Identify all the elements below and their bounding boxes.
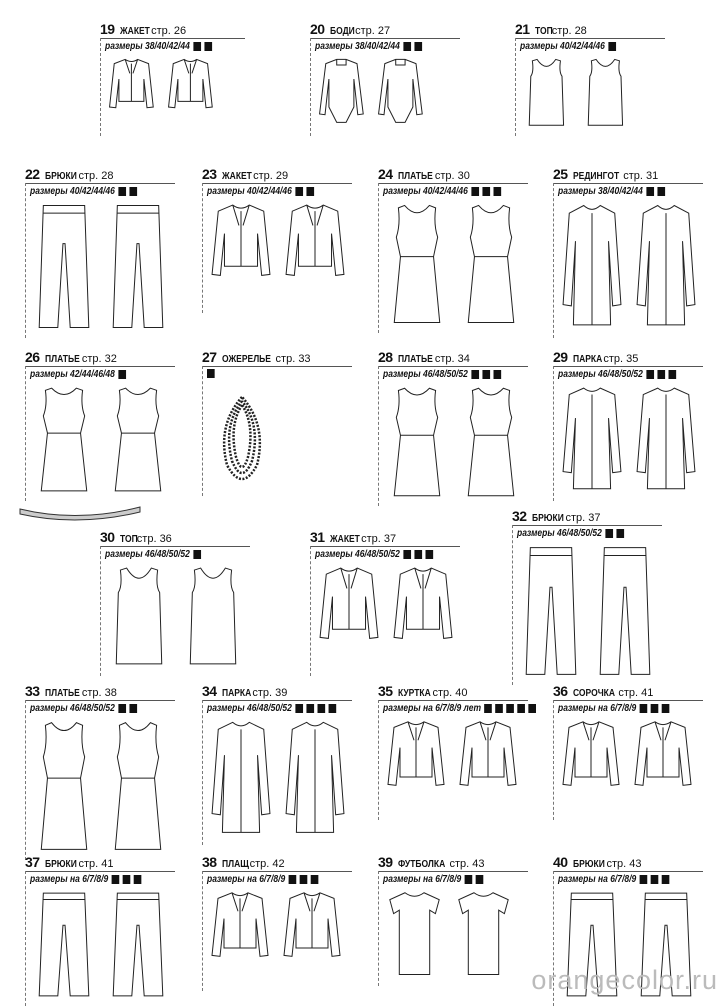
item-header bbox=[553, 167, 658, 184]
jacket-front-drawing bbox=[210, 891, 270, 983]
item-page: стр. 41 bbox=[78, 858, 114, 870]
divider bbox=[100, 38, 101, 136]
pattern-item-25 bbox=[553, 166, 659, 197]
item-name: ПАРКА bbox=[572, 354, 603, 365]
item-name: ТОП bbox=[534, 26, 553, 37]
divider bbox=[553, 700, 554, 820]
sizes-label: размеры 46/48/50/52 bbox=[315, 549, 400, 560]
item-number: 32 bbox=[512, 508, 530, 524]
divider bbox=[25, 366, 175, 367]
item-header bbox=[100, 530, 172, 547]
difficulty-square-icon bbox=[518, 704, 526, 713]
divider bbox=[553, 366, 703, 367]
difficulty-square-icon bbox=[662, 875, 670, 884]
item-page: стр. 29 bbox=[253, 170, 289, 182]
item-page: стр. 39 bbox=[252, 687, 288, 699]
difficulty-square-icon bbox=[317, 704, 325, 713]
item-number: 23 bbox=[202, 166, 220, 182]
sizes-row bbox=[558, 186, 665, 197]
item-page: стр. 42 bbox=[249, 858, 285, 870]
difficulty-square-icon bbox=[493, 370, 501, 379]
difficulty-square-icon bbox=[134, 875, 142, 884]
pattern-item-26 bbox=[25, 349, 117, 380]
divider bbox=[378, 700, 379, 820]
item-header bbox=[202, 350, 311, 367]
pattern-item-38 bbox=[202, 854, 286, 885]
sizes-label: размеры 38/40/42/44 bbox=[105, 41, 190, 52]
divider bbox=[202, 366, 352, 367]
item-header bbox=[553, 350, 638, 367]
pattern-item-33 bbox=[25, 683, 117, 714]
item-number: 26 bbox=[25, 349, 43, 365]
item-number: 40 bbox=[553, 854, 571, 870]
sizes-row bbox=[315, 549, 433, 560]
item-number: 24 bbox=[378, 166, 396, 182]
top-back-drawing bbox=[182, 566, 244, 668]
item-number: 20 bbox=[310, 21, 328, 37]
item-header bbox=[553, 684, 653, 701]
pants-back-drawing bbox=[107, 891, 169, 998]
difficulty-square-icon bbox=[414, 550, 422, 559]
item-number: 31 bbox=[310, 529, 328, 545]
difficulty-square-icon bbox=[414, 42, 422, 51]
item-name: РЕДИНГОТ bbox=[572, 171, 620, 182]
item-header bbox=[553, 855, 641, 872]
difficulty-square-icon bbox=[129, 187, 137, 196]
coat-front-drawing bbox=[561, 386, 623, 493]
pants-front-drawing bbox=[33, 203, 95, 330]
sizes-row bbox=[30, 186, 137, 197]
item-number: 35 bbox=[378, 683, 396, 699]
divider bbox=[25, 183, 26, 338]
divider bbox=[512, 525, 513, 685]
sizes-label: размеры на 6/7/8/9 bbox=[558, 874, 637, 885]
sizes-label: размеры 46/48/50/52 bbox=[558, 369, 643, 380]
item-page: стр. 28 bbox=[551, 25, 587, 37]
difficulty-square-icon bbox=[507, 704, 515, 713]
dress-front-drawing bbox=[33, 720, 95, 852]
difficulty-square-icon bbox=[495, 704, 503, 713]
sizes-row bbox=[558, 874, 669, 885]
pattern-item-21 bbox=[515, 21, 605, 52]
item-header bbox=[25, 855, 113, 872]
sizes-row bbox=[520, 41, 616, 52]
difficulty-square-icon bbox=[425, 550, 433, 559]
difficulty-square-icon bbox=[300, 875, 308, 884]
item-header bbox=[100, 22, 186, 39]
difficulty-square-icon bbox=[295, 187, 303, 196]
difficulty-square-icon bbox=[646, 187, 654, 196]
difficulty-square-icon bbox=[605, 529, 613, 538]
sizes-label: размеры 40/42/44/46 bbox=[30, 186, 115, 197]
sizes-row bbox=[207, 369, 215, 378]
pattern-item-23 bbox=[202, 166, 292, 197]
item-number: 37 bbox=[25, 854, 43, 870]
pattern-item-19 bbox=[100, 21, 190, 52]
item-page: стр. 35 bbox=[603, 353, 639, 365]
item-page: стр. 27 bbox=[355, 25, 391, 37]
sizes-row bbox=[30, 874, 141, 885]
difficulty-square-icon bbox=[403, 550, 411, 559]
difficulty-square-icon bbox=[476, 875, 484, 884]
pattern-item-27 bbox=[202, 350, 311, 367]
difficulty-square-icon bbox=[640, 704, 648, 713]
dress-back-drawing bbox=[107, 386, 169, 493]
coat-back-drawing bbox=[635, 386, 697, 493]
divider bbox=[553, 871, 703, 872]
divider bbox=[378, 700, 528, 701]
item-name: БРЮКИ bbox=[44, 171, 77, 182]
sizes-row bbox=[558, 703, 669, 714]
pattern-item-39 bbox=[378, 854, 485, 885]
difficulty-square-icon bbox=[482, 370, 490, 379]
item-page: стр. 30 bbox=[434, 170, 470, 182]
difficulty-square-icon bbox=[123, 875, 131, 884]
item-number: 30 bbox=[100, 529, 118, 545]
difficulty-square-icon bbox=[484, 704, 492, 713]
watermark: orangecolor.ru bbox=[531, 965, 718, 995]
difficulty-square-icon bbox=[482, 187, 490, 196]
difficulty-square-icon bbox=[112, 875, 120, 884]
item-page: стр. 37 bbox=[565, 512, 601, 524]
sizes-row bbox=[383, 186, 501, 197]
difficulty-square-icon bbox=[328, 704, 336, 713]
coat-back-drawing bbox=[635, 203, 697, 330]
sizes-label: размеры 46/48/50/52 bbox=[105, 549, 190, 560]
item-page: стр. 28 bbox=[78, 170, 114, 182]
sizes-row bbox=[207, 703, 336, 714]
difficulty-square-icon bbox=[529, 704, 537, 713]
divider bbox=[25, 871, 175, 872]
body-front-drawing bbox=[318, 58, 365, 128]
item-name: БОДИ bbox=[329, 26, 355, 37]
tshirt-back-drawing bbox=[455, 891, 512, 978]
divider bbox=[553, 366, 554, 501]
coat-back-drawing bbox=[284, 720, 346, 837]
item-header bbox=[512, 509, 600, 526]
dress-back-drawing bbox=[107, 720, 169, 852]
item-page: стр. 41 bbox=[618, 687, 654, 699]
jacket-front-drawing bbox=[318, 566, 380, 668]
item-name: БРЮКИ bbox=[44, 859, 77, 870]
pattern-item-35 bbox=[378, 683, 482, 714]
item-name: СОРОЧКА bbox=[572, 688, 615, 699]
sizes-label: размеры на 6/7/8/9 bbox=[558, 703, 637, 714]
divider bbox=[25, 366, 26, 501]
divider bbox=[310, 38, 311, 136]
sizes-row bbox=[383, 703, 536, 714]
tshirt-front-drawing bbox=[386, 891, 443, 978]
divider bbox=[378, 183, 379, 333]
item-header bbox=[202, 167, 288, 184]
item-header bbox=[25, 350, 117, 367]
item-number: 19 bbox=[100, 21, 118, 37]
divider bbox=[202, 700, 352, 701]
difficulty-square-icon bbox=[471, 370, 479, 379]
jacket-back-drawing bbox=[167, 58, 214, 128]
sizes-label: размеры на 6/7/8/9 bbox=[207, 874, 286, 885]
difficulty-square-icon bbox=[118, 370, 126, 379]
jacket-front-drawing bbox=[386, 720, 446, 812]
sizes-label: размеры 42/44/46/48 bbox=[30, 369, 115, 380]
divider bbox=[378, 366, 379, 506]
divider bbox=[202, 183, 203, 313]
item-number: 36 bbox=[553, 683, 571, 699]
pattern-item-34 bbox=[202, 683, 292, 714]
item-name: ОЖЕРЕЛЬЕ bbox=[221, 354, 271, 365]
divider bbox=[553, 183, 703, 184]
item-number: 22 bbox=[25, 166, 43, 182]
item-name: БРЮКИ bbox=[572, 859, 605, 870]
difficulty-square-icon bbox=[608, 42, 616, 51]
sizes-row bbox=[30, 369, 126, 380]
item-header bbox=[378, 684, 468, 701]
item-header bbox=[25, 167, 113, 184]
sizes-label: размеры 40/42/44/46 bbox=[207, 186, 292, 197]
item-number: 27 bbox=[202, 349, 220, 365]
divider bbox=[553, 700, 703, 701]
difficulty-square-icon bbox=[651, 704, 659, 713]
divider bbox=[378, 871, 379, 986]
divider bbox=[25, 183, 175, 184]
item-number: 28 bbox=[378, 349, 396, 365]
divider bbox=[202, 366, 203, 496]
item-number: 33 bbox=[25, 683, 43, 699]
item-header bbox=[378, 350, 470, 367]
divider bbox=[25, 700, 26, 860]
divider bbox=[310, 546, 311, 676]
sizes-label: размеры 40/42/44/46 bbox=[520, 41, 605, 52]
jacket-front-drawing bbox=[210, 203, 272, 305]
difficulty-square-icon bbox=[646, 370, 654, 379]
divider bbox=[100, 38, 245, 39]
difficulty-square-icon bbox=[207, 369, 215, 378]
item-header bbox=[310, 530, 396, 547]
top-back-drawing bbox=[582, 58, 629, 128]
item-page: стр. 37 bbox=[361, 533, 397, 545]
divider bbox=[378, 183, 528, 184]
sizes-label: размеры 46/48/50/52 bbox=[207, 703, 292, 714]
sizes-row bbox=[517, 528, 624, 539]
item-header bbox=[378, 855, 485, 872]
divider bbox=[25, 700, 175, 701]
pants-back-drawing bbox=[107, 203, 169, 330]
dress-front-drawing bbox=[386, 203, 448, 325]
item-header bbox=[310, 22, 390, 39]
divider bbox=[515, 38, 516, 136]
divider bbox=[512, 525, 662, 526]
necklace-drawing bbox=[217, 390, 267, 500]
item-name: ПЛАТЬЕ bbox=[44, 688, 80, 699]
difficulty-square-icon bbox=[118, 704, 126, 713]
item-page: стр. 36 bbox=[136, 533, 172, 545]
sizes-row bbox=[207, 186, 314, 197]
item-name: ПЛАТЬЕ bbox=[397, 171, 433, 182]
jacket-back-drawing bbox=[282, 891, 342, 983]
pattern-item-20 bbox=[310, 21, 400, 52]
divider bbox=[202, 700, 203, 845]
item-number: 29 bbox=[553, 349, 571, 365]
pants-front-drawing bbox=[33, 891, 95, 998]
sizes-label: размеры на 6/7/8/9 лет bbox=[383, 703, 482, 714]
item-header bbox=[515, 22, 587, 39]
pattern-item-36 bbox=[553, 683, 654, 714]
item-name: ЖАКЕТ bbox=[329, 534, 360, 545]
item-name: ПЛАЩ bbox=[221, 859, 249, 870]
top-front-drawing bbox=[523, 58, 570, 128]
divider bbox=[202, 871, 352, 872]
item-header bbox=[202, 855, 285, 872]
sizes-label: размеры 40/42/44/46 bbox=[383, 186, 468, 197]
sizes-row bbox=[207, 874, 318, 885]
dress-front-drawing bbox=[33, 386, 95, 493]
dress-front-drawing bbox=[386, 386, 448, 498]
item-page: стр. 34 bbox=[434, 353, 470, 365]
pattern-item-22 bbox=[25, 166, 115, 197]
jacket-back-drawing bbox=[458, 720, 518, 812]
item-header bbox=[202, 684, 287, 701]
item-page: стр. 43 bbox=[449, 858, 485, 870]
difficulty-square-icon bbox=[118, 187, 126, 196]
item-name: ЖАКЕТ bbox=[221, 171, 252, 182]
item-name: КУРТКА bbox=[397, 688, 431, 699]
sizes-label: размеры 46/48/50/52 bbox=[517, 528, 602, 539]
difficulty-square-icon bbox=[193, 42, 201, 51]
divider bbox=[378, 871, 528, 872]
sizes-label: размеры 38/40/42/44 bbox=[315, 41, 400, 52]
jacket-back-drawing bbox=[392, 566, 454, 668]
difficulty-square-icon bbox=[129, 704, 137, 713]
coat-front-drawing bbox=[561, 203, 623, 330]
pattern-item-40 bbox=[553, 854, 642, 885]
item-number: 21 bbox=[515, 21, 533, 37]
item-number: 25 bbox=[553, 166, 571, 182]
sizes-row bbox=[383, 369, 501, 380]
sizes-row bbox=[315, 41, 422, 52]
sizes-label: размеры 38/40/42/44 bbox=[558, 186, 643, 197]
item-header bbox=[378, 167, 470, 184]
item-number: 34 bbox=[202, 683, 220, 699]
sizes-row bbox=[105, 549, 201, 560]
item-page: стр. 26 bbox=[151, 25, 187, 37]
difficulty-square-icon bbox=[311, 875, 319, 884]
dress-back-drawing bbox=[460, 386, 522, 498]
item-number: 38 bbox=[202, 854, 220, 870]
difficulty-square-icon bbox=[662, 704, 670, 713]
pattern-item-29 bbox=[553, 349, 643, 380]
item-name: ПАРКА bbox=[221, 688, 252, 699]
difficulty-square-icon bbox=[640, 875, 648, 884]
pattern-item-30 bbox=[100, 529, 190, 560]
difficulty-square-icon bbox=[657, 187, 665, 196]
item-page: стр. 43 bbox=[606, 858, 642, 870]
difficulty-square-icon bbox=[289, 875, 297, 884]
item-page: стр. 31 bbox=[623, 170, 659, 182]
difficulty-square-icon bbox=[403, 42, 411, 51]
difficulty-square-icon bbox=[295, 704, 303, 713]
pants-front-drawing bbox=[520, 545, 582, 677]
difficulty-square-icon bbox=[668, 370, 676, 379]
difficulty-square-icon bbox=[193, 550, 201, 559]
item-name: ФУТБОЛКА bbox=[397, 859, 446, 870]
divider bbox=[100, 546, 101, 676]
divider bbox=[202, 183, 352, 184]
item-page: стр. 33 bbox=[275, 353, 311, 365]
divider bbox=[515, 38, 665, 39]
difficulty-square-icon bbox=[616, 529, 624, 538]
divider bbox=[378, 366, 528, 367]
jacket-back-drawing bbox=[633, 720, 693, 812]
pattern-item-24 bbox=[378, 166, 470, 197]
pants-back-drawing bbox=[594, 545, 656, 677]
difficulty-square-icon bbox=[306, 704, 314, 713]
sizes-label: размеры на 6/7/8/9 bbox=[383, 874, 462, 885]
jacket-back-drawing bbox=[284, 203, 346, 305]
item-number: 39 bbox=[378, 854, 396, 870]
divider bbox=[25, 871, 26, 1006]
divider bbox=[202, 871, 203, 991]
dress-back-drawing bbox=[460, 203, 522, 325]
divider bbox=[100, 546, 250, 547]
top-front-drawing bbox=[108, 566, 170, 668]
sizes-label: размеры 46/48/50/52 bbox=[383, 369, 468, 380]
jacket-front-drawing bbox=[108, 58, 155, 128]
coat-front-drawing bbox=[210, 720, 272, 837]
sizes-row bbox=[30, 703, 137, 714]
sizes-row bbox=[383, 874, 483, 885]
belt-drawing bbox=[18, 503, 143, 523]
pattern-item-28 bbox=[378, 349, 470, 380]
item-page: стр. 32 bbox=[81, 353, 117, 365]
sizes-label: размеры на 6/7/8/9 bbox=[30, 874, 109, 885]
pattern-item-32 bbox=[512, 508, 602, 539]
difficulty-square-icon bbox=[465, 875, 473, 884]
item-page: стр. 40 bbox=[432, 687, 468, 699]
item-name: ТОП bbox=[119, 534, 138, 545]
item-name: ПЛАТЬЕ bbox=[397, 354, 433, 365]
sizes-row bbox=[558, 369, 676, 380]
item-name: ПЛАТЬЕ bbox=[44, 354, 80, 365]
difficulty-square-icon bbox=[204, 42, 212, 51]
jacket-front-drawing bbox=[561, 720, 621, 812]
difficulty-square-icon bbox=[471, 187, 479, 196]
item-header bbox=[25, 684, 117, 701]
divider bbox=[553, 183, 554, 338]
divider bbox=[310, 546, 460, 547]
difficulty-square-icon bbox=[306, 187, 314, 196]
pattern-item-37 bbox=[25, 854, 114, 885]
item-name: ЖАКЕТ bbox=[119, 26, 150, 37]
body-back-drawing bbox=[377, 58, 424, 128]
difficulty-square-icon bbox=[657, 370, 665, 379]
difficulty-square-icon bbox=[493, 187, 501, 196]
item-name: БРЮКИ bbox=[531, 513, 564, 524]
sizes-label: размеры 46/48/50/52 bbox=[30, 703, 115, 714]
difficulty-square-icon bbox=[651, 875, 659, 884]
item-page: стр. 38 bbox=[81, 687, 117, 699]
divider bbox=[310, 38, 460, 39]
pattern-item-31 bbox=[310, 529, 400, 560]
sizes-row bbox=[105, 41, 212, 52]
